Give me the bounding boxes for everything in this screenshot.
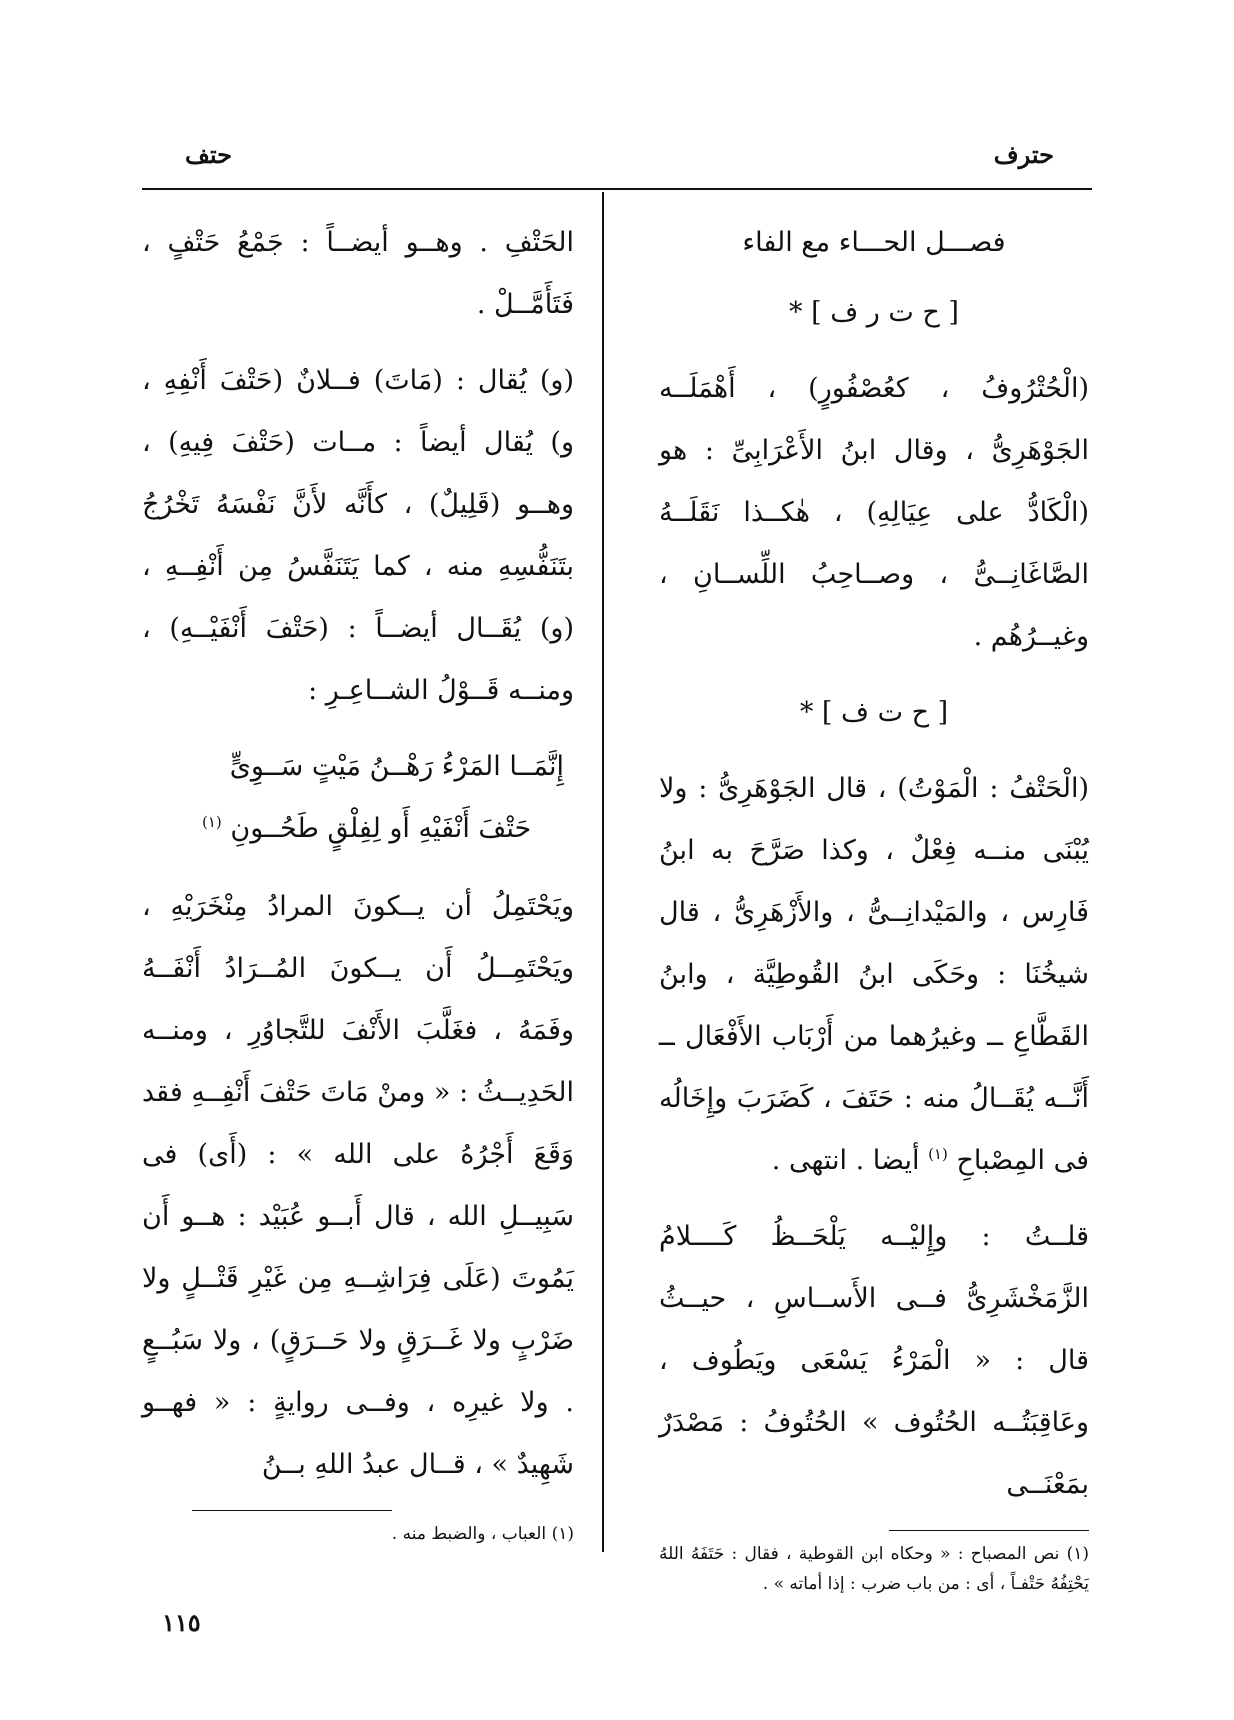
column-divider xyxy=(602,192,604,1552)
header-rule xyxy=(142,188,1092,190)
footnote-rule-left xyxy=(192,1510,392,1511)
right-column xyxy=(659,212,1089,1599)
footnote-marker: (١) xyxy=(202,813,222,831)
idiom-paragraph: (و) يُقال : (مَاتَ) فــلانٌ (حَتْفَ أَنْفِهِ ، و) يُقال أيضاً : مــات (حَتْفَ فِيهِ) ، وهــو (قَلِيلٌ) ، كأَنَّه لأَنَّ نَفْسَهُ تَخْرُجُ بتَنَفُّسِهِ منه ، كما يَتَنَفَّسُ مِن أَنْفِــهِ ، (و) يُقَــال أيضــاً : (حَتْفَ أَنْفَيْــهِ) ، ومنــه قَــوْلُ الشــاعِـرِ : xyxy=(142,365,574,706)
poetry-verse xyxy=(142,736,574,860)
footnote-left xyxy=(142,1519,574,1549)
footnote-marker: (١) xyxy=(928,1145,948,1163)
entry-heading-htrf: [ ح ت ر ف ] * xyxy=(789,297,959,328)
section-title: فصـــل الحـــاء مع الفاء xyxy=(742,227,1006,258)
commentary-paragraph: قلــتُ : وإِليْــه يَلْحَــظُ كَــــلامُ الزَّمَخْشَرِىُّ فــى الأَســاسِ ، حيــثُ قال : « الْمَرْءُ يَسْعَى ويَطُوف ، وعَاقِبَتُــه الحُتُوف » الحُتُوفُ : مَصْدَرٌ بمَعْنَــى xyxy=(659,1221,1089,1500)
verse-hemistich-2-text: حَتْفَ أَنْفَيْهِ أَو لِفِلْقٍ طَحُــونِ xyxy=(230,813,532,844)
entry-text-htf-part2: أيضا . انتهى . xyxy=(771,1145,920,1176)
left-column xyxy=(142,212,574,1549)
footnote-text: نص المصباح : « وحكاه ابن القوطية ، فقال : حَتَفَهُ اللهُ يَحْتِفُهُ حَتْفـاً ، أى : من باب ضرب : إذا أماته » . xyxy=(659,1544,1089,1594)
running-head-left: حتف xyxy=(185,140,232,169)
footnote-marker: (١) xyxy=(1066,1544,1089,1564)
verse-hemistich-2 xyxy=(142,798,574,860)
continuation-paragraph: الحَتْفِ . وهــو أيضــاً : جَمْعُ حَتْفٍ ، فَتَأَمَّــلْ . xyxy=(142,227,574,320)
entry-text-htf-part1: (الْحَتْفُ : الْمَوْتُ) ، قال الجَوْهَرِىُّ : ولا يُبْنَى منــه فِعْلٌ ، وكذا صَرَّحَ به ابنُ فَارِس ، والمَيْدانِــىُّ ، والأَزْهَرِىُّ ، قال شيخُنَا : وحَكَى ابنُ القُوطِيَّة ، وابنُ القَطَّاعِ ــ وغيرُهما من أَرْبَاب الأَفْعَال ــ أَنَّــه يُقَــالُ منه : حَتَفَ ، كَضَرَبَ وإِخَالُه فى المِصْباحِ xyxy=(659,773,1089,1176)
entry-heading-htf: [ ح ت ف ] * xyxy=(799,697,949,728)
footnote-text: العباب ، والضبط منه . xyxy=(391,1524,547,1544)
entry-text-htrf: (الْحُتْرُوفُ ، كعُصْفُورٍ) ، أَهْمَلَــه الجَوْهَرِىُّ ، وقال ابنُ الأَعْرَابِىِّ : هو (الْكَادُّ على عِيَالِهِ) ، هٰكــذا نَقَلَــهُ الصَّاغَانِــىُّ ، وصــاحِبُ اللِّســانِ ، وغيــرُهُم . xyxy=(659,373,1089,652)
footnote-marker: (١) xyxy=(551,1524,574,1544)
page-number: ١١٥ xyxy=(162,1608,201,1637)
entry-text-htf xyxy=(659,758,1089,1192)
verse-hemistich-1: إِنَّمَــا المَرْءُ رَهْــنُ مَيْتٍ سَــوِىٍّ xyxy=(229,751,564,782)
hadith-paragraph: ويَحْتَمِلُ أن يــكونَ المرادُ مِنْخَرَيْهِ ، ويَحْتَمِــلُ أَن يــكونَ المُــرَادُ أَنْفَــهُ وفَمَهُ ، فغَلَّبَ الأَنْفَ للتَّجاوُرِ ، ومنــه الحَدِيــثُ : « ومنْ مَاتَ حَتْفَ أَنْفِــهِ فقد وَقَعَ أَجْرُهُ على الله » : (أَى) فى سَبِيــلِ الله ، قال أَبــو عُبَيْد : هــو أَن يَمُوتَ (عَلَى فِرَاشِــهِ مِن غَيْرِ قَتْــلٍ ولا ضَرْبٍ ولا غَــرَقٍ ولا حَــرَقٍ) ، ولا سَبُــعٍ . ولا غيرِه ، وفــى روايةٍ : « فهــو شَهِيدٌ » ، قــال عبدُ اللهِ بــنُ xyxy=(142,891,574,1480)
footnote-rule-right xyxy=(889,1530,1089,1531)
footnote-right xyxy=(659,1539,1089,1599)
running-head-right: حترف xyxy=(993,140,1054,169)
